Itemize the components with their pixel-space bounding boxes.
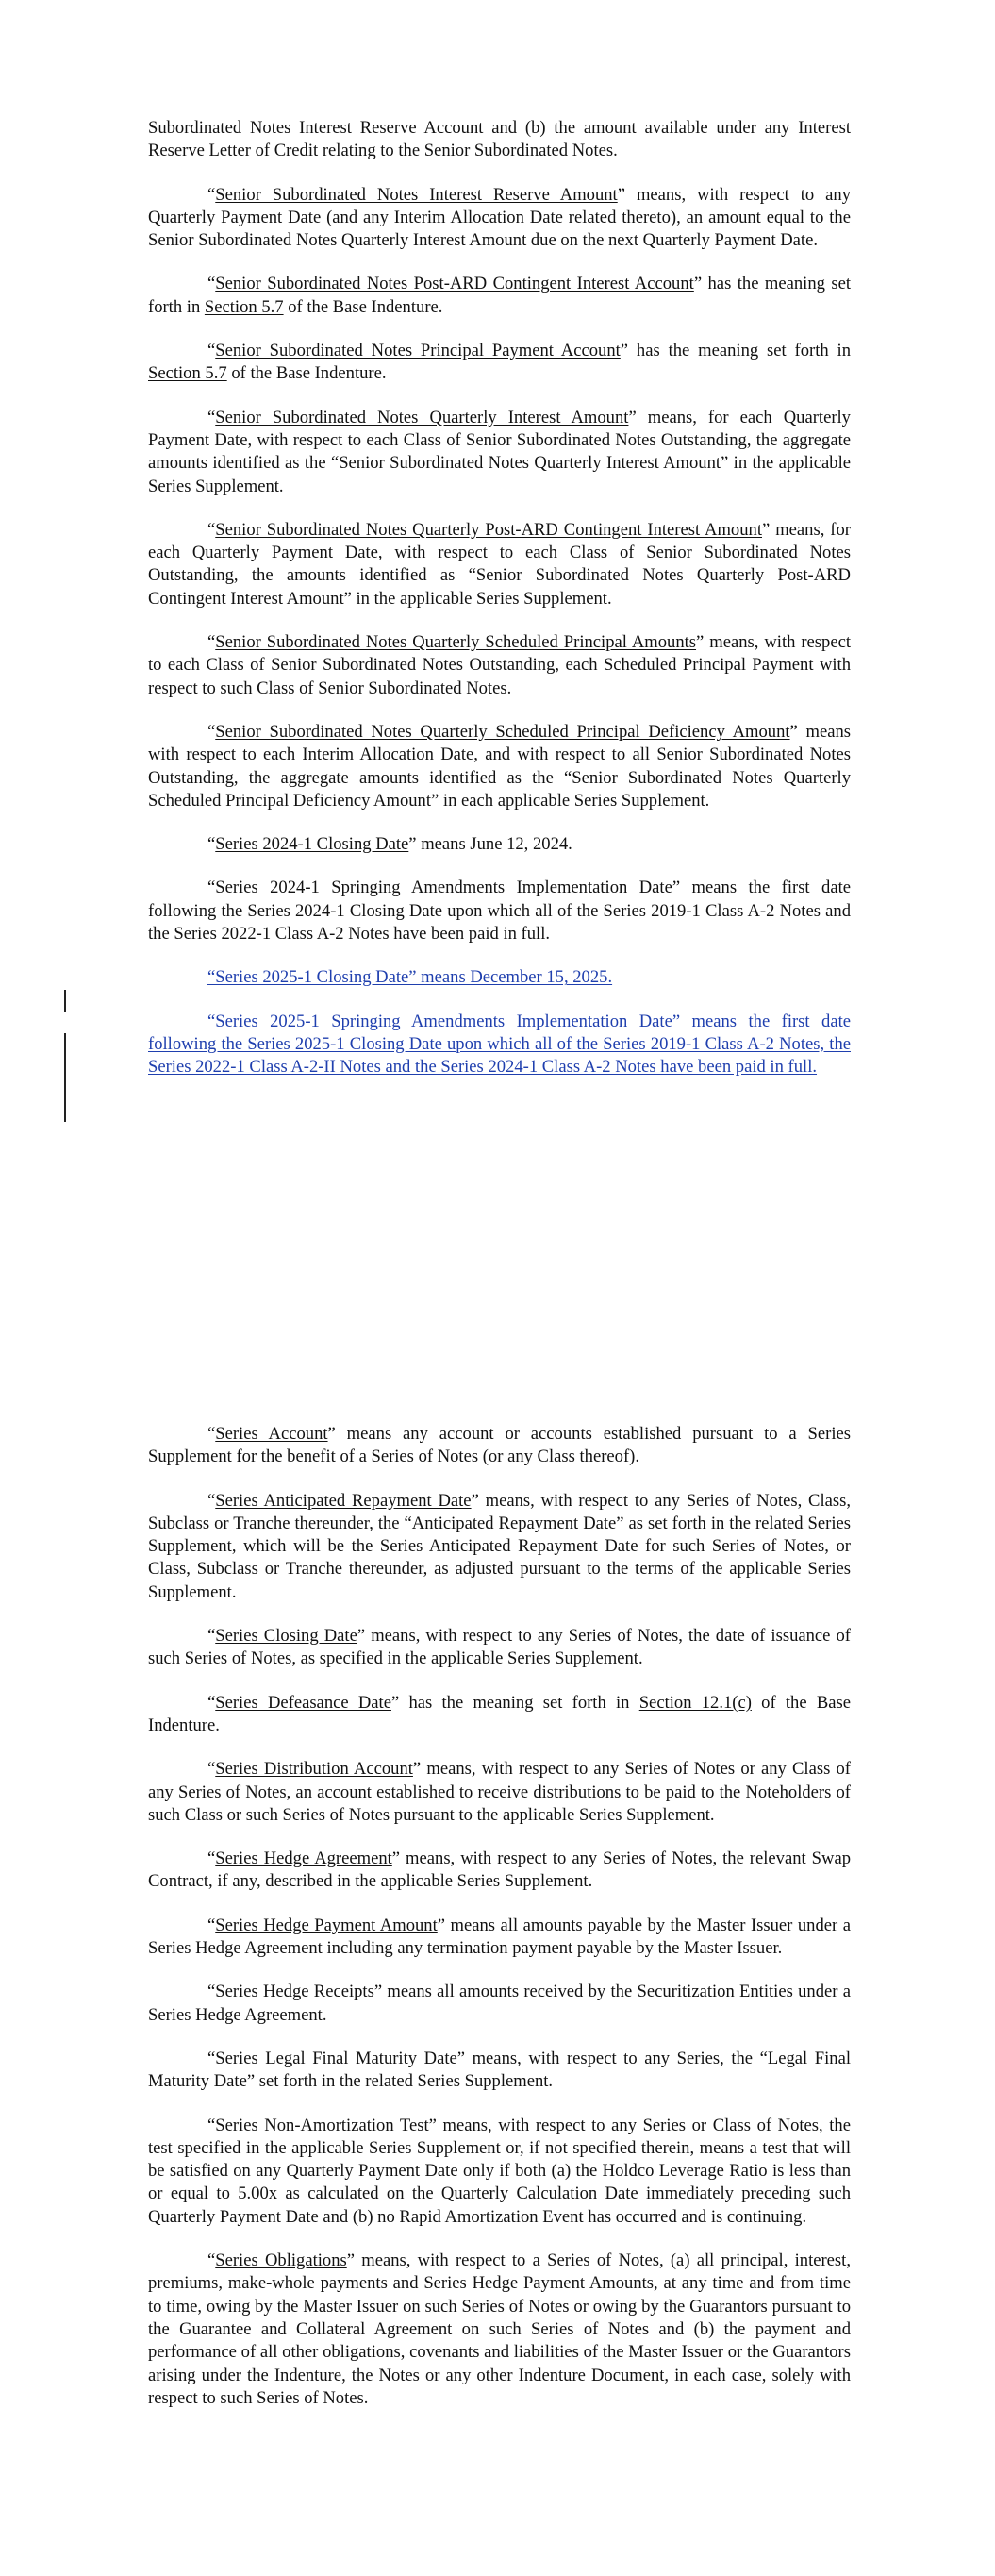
change-bar <box>64 1033 66 1122</box>
definition-paragraph <box>148 631 851 700</box>
close-quote: ” <box>357 1626 366 1647</box>
definition-text: means, with respect to a Series of Notes, (a) all principal, interest, premiums, make-whole payments and Series Hedge Payment Amounts, at any time and from time to time, owing by the Master Issuer on such Series of Notes or owing by the Guarantors pursuant to the Guarantee and Collateral Agreement on such Series of Notes and (b) the payment and performance of all other obligations, covenants and liabilities of the Master Issuer or the Guarantors arising under the Indenture, the Notes or any other Indenture Document, in each case, solely with respect to such Series of Notes. <box>148 2250 851 2408</box>
defined-term: Series Hedge Agreement <box>215 1848 392 1869</box>
definition-paragraph <box>148 184 851 253</box>
open-quote: “ <box>207 2250 216 2271</box>
open-quote: “ <box>207 1424 216 1444</box>
definition-paragraph <box>148 1848 851 1894</box>
definition-paragraph <box>148 1758 851 1827</box>
open-quote: “ <box>207 2115 216 2135</box>
open-quote: “ <box>207 1915 216 1935</box>
definition-paragraph <box>148 2250 851 2410</box>
close-quote: ” <box>373 1982 383 2002</box>
definition-paragraph <box>148 1490 851 1604</box>
defined-term: Series Hedge Receipts <box>215 1982 374 2002</box>
close-quote: ” <box>456 2048 466 2068</box>
close-quote: ” <box>672 878 681 898</box>
open-quote: “ <box>207 407 216 427</box>
defined-term: Series Closing Date <box>215 1626 357 1647</box>
definitions-bottom <box>148 1423 851 2410</box>
open-quote: “ <box>207 878 216 898</box>
open-quote: “ <box>207 1982 216 2002</box>
defined-term: Series 2024-1 Closing Date <box>215 834 409 855</box>
definition-text: means the first date following the Series 2024-1 Closing Date upon which all of the Series 2019-1 Class A-2 Notes and the Series 2022-1 Class A-2 Notes have been paid in full. <box>148 878 851 945</box>
open-quote: “ <box>207 1490 216 1511</box>
definition-paragraph <box>148 340 851 386</box>
defined-term: Series 2024-1 Springing Amendments Implementation Date <box>215 878 672 898</box>
defined-term: Senior Subordinated Notes Quarterly Post-ARD Contingent Interest Amount <box>215 519 762 540</box>
definition-paragraph <box>148 1423 851 1469</box>
definition-paragraph <box>148 1692 851 1738</box>
close-quote: ” <box>437 1915 446 1935</box>
definition-text: means, with respect to any Quarterly Payment Date (and any Interim Allocation Date related thereto), an amount equal to the Senior Subordinated Notes Quarterly Interest Amount due on the next Quarterly Payment Date. <box>148 184 851 251</box>
definition-paragraph <box>148 519 851 611</box>
section-reference: Section 5.7 <box>148 363 227 384</box>
close-quote: ” <box>391 1848 401 1869</box>
definition-text: of the Base Indenture. <box>226 363 387 384</box>
open-quote: “ <box>207 1759 216 1780</box>
defined-term: Senior Subordinated Notes Quarterly Scheduled Principal Amounts <box>215 632 697 653</box>
close-quote: ” <box>390 1692 400 1713</box>
defined-term: Senior Subordinated Notes Post-ARD Contingent Interest Account <box>215 274 694 294</box>
definition-paragraph <box>148 407 851 498</box>
close-quote: ” <box>346 2250 355 2271</box>
close-quote: ” <box>693 274 703 294</box>
open-quote: “ <box>207 184 216 205</box>
open-quote: “ <box>207 834 216 855</box>
definition-text: means with respect to each Interim Allocation Date, and with respect to all Senior Subordinated Notes Outstanding, the aggregate amounts identified as the “Senior Subordinated Notes Quarterly Scheduled Principal Deficiency Amount” in each applicable Series Supplement. <box>148 721 851 811</box>
defined-term: Senior Subordinated Notes Interest Reserve Amount <box>215 184 618 205</box>
close-quote: ” <box>696 632 705 653</box>
open-quote: “ <box>207 1692 216 1713</box>
definition-paragraph <box>148 273 851 319</box>
defined-term: Series Non-Amortization Test <box>215 2115 429 2135</box>
definition-paragraph <box>148 833 851 856</box>
close-quote: ” <box>412 1759 422 1780</box>
open-quote: “ <box>207 632 216 653</box>
definition-text: means, for each Quarterly Payment Date, with respect to each Class of Senior Subordinated Notes Outstanding, the amounts identified as “Senior Subordinated Notes Quarterly Post-ARD Contingent Interest Amount” in the applicable Series Supplement. <box>148 519 851 609</box>
section-reference: Section 12.1(c) <box>638 1692 752 1713</box>
open-quote: “ <box>207 721 216 742</box>
page-top <box>148 117 851 1100</box>
definition-text: means, with respect to any Series of Notes, the relevant Swap Contract, if any, described in the applicable Series Supplement. <box>148 1848 851 1892</box>
open-quote: “ <box>207 1848 216 1869</box>
definition-text: means, with respect to any Series of Notes or any Class of any Series of Notes, an account established to receive distributions to be paid to the Noteholders of such Class or such Series of Notes pursuant to the applicable Series Supplement. <box>148 1759 852 1825</box>
open-quote: “ <box>207 519 216 540</box>
definition-text: means June 12, 2024. <box>416 834 572 855</box>
close-quote: ” <box>620 341 629 361</box>
definition-paragraph <box>148 721 851 812</box>
definition-paragraph <box>148 2115 851 2229</box>
close-quote: ” <box>471 1490 479 1511</box>
defined-term: Series Account <box>215 1424 328 1444</box>
definition-text: means all amounts payable by the Master Issuer under a Series Hedge Agreement including any termination payment payable by the Master Issuer. <box>148 1915 851 1959</box>
definition-paragraph <box>148 1625 851 1671</box>
close-quote: ” <box>428 2115 437 2135</box>
definition-text: means, with respect to each Class of Senior Subordinated Notes Outstanding, each Scheduled Principal Payment with respect to such Class of Senior Subordinated Notes. <box>148 632 851 698</box>
definition-text: of the Base Indenture. <box>148 1692 851 1735</box>
defined-term: Series Distribution Account <box>215 1759 413 1780</box>
revised-text: “Series 2025-1 Closing Date” means December 15, 2025. <box>207 967 613 988</box>
definition-text: means any account or accounts established pursuant to a Series Supplement for the benefit of a Series of Notes (or any Class thereof). <box>148 1424 851 1467</box>
definition-paragraph <box>148 2048 851 2094</box>
revised-definition <box>148 966 851 989</box>
definition-text: has the meaning set forth in <box>399 1692 639 1713</box>
defined-term: Senior Subordinated Notes Quarterly Scheduled Principal Deficiency Amount <box>215 721 790 742</box>
close-quote: ” <box>408 834 417 855</box>
open-quote: “ <box>207 2048 216 2068</box>
close-quote: ” <box>327 1424 336 1444</box>
definition-text: means all amounts received by the Securitization Entities under a Series Hedge Agreement. <box>148 1982 851 2025</box>
defined-term: Senior Subordinated Notes Principal Payment Account <box>215 341 621 361</box>
definition-text: means, with respect to any Series, the “Legal Final Maturity Date” set forth in the related Series Supplement. <box>148 2048 851 2092</box>
change-bar <box>64 990 66 1012</box>
close-quote: ” <box>789 721 798 742</box>
definition-text: has the meaning set forth in <box>148 274 852 317</box>
close-quote: ” <box>762 519 771 540</box>
revised-definition <box>148 1011 851 1079</box>
close-quote: ” <box>628 407 637 427</box>
definition-paragraph <box>148 877 851 945</box>
defined-term: Series Hedge Payment Amount <box>215 1915 438 1935</box>
revised-text: “Series 2025-1 Springing Amendments Implementation Date” means the first date following the Series 2025-1 Closing Date upon which all of the Series 2019-1 Class A-2 Notes, the Series 2022-1 Class A-2-II Notes and the Series 2024-1 Class A-2 Notes have been paid in full. <box>148 1011 851 1078</box>
open-quote: “ <box>207 274 216 294</box>
defined-term: Senior Subordinated Notes Quarterly Interest Amount <box>215 407 629 427</box>
open-quote: “ <box>207 341 216 361</box>
definition-text: means, with respect to any Series or Class of Notes, the test specified in the applicable Series Supplement or, if not specified therein, means a test that will be satisfied on any Quarterly Payment Date only if both (a) the Holdco Leverage Ratio is less than or equal to 5.00x as calculated on the Quarterly Calculation Date immediately preceding such Quarterly Payment Date and (b) no Rapid Amortization Event has occurred and is continuing. <box>148 2115 851 2227</box>
section-reference: Section 5.7 <box>204 296 284 317</box>
definition-text: of the Base Indenture. <box>283 296 443 317</box>
definition-paragraph <box>148 1981 851 2027</box>
close-quote: ” <box>617 184 625 205</box>
definition-text: has the meaning set forth in <box>628 341 851 361</box>
defined-term: Series Legal Final Maturity Date <box>215 2048 457 2068</box>
defined-term: Series Obligations <box>215 2250 347 2271</box>
definition-paragraph <box>148 1915 851 1961</box>
definition-text: means, with respect to any Series of Notes, Class, Subclass or Tranche thereunder, the “Anticipated Repayment Date” as set forth in the related Series Supplement, which will be the Series Anticipated Repayment Date for such Series of Notes, or Class, Subclass or Tranche thereunder, as adjusted pursuant to the terms of the applicable Series Supplement. <box>148 1490 851 1602</box>
definitions-top <box>148 184 851 946</box>
open-quote: “ <box>207 1626 216 1647</box>
defined-term: Series Anticipated Repayment Date <box>215 1490 472 1511</box>
definition-text: means, with respect to any Series of Notes, the date of issuance of such Series of Notes, as specified in the applicable Series Supplement. <box>148 1626 851 1669</box>
page-bottom <box>148 1423 851 2431</box>
defined-term: Series Defeasance Date <box>215 1692 391 1713</box>
continuation-paragraph: Subordinated Notes Interest Reserve Account and (b) the amount available under any Interest Reserve Letter of Credit relating to the Senior Subordinated Notes. <box>148 118 851 161</box>
definition-text: means, for each Quarterly Payment Date, with respect to each Class of Senior Subordinated Notes Outstanding, the aggregate amounts identified as the “Senior Subordinated Notes Quarterly Interest Amount” in the applicable Series Supplement. <box>148 407 851 496</box>
